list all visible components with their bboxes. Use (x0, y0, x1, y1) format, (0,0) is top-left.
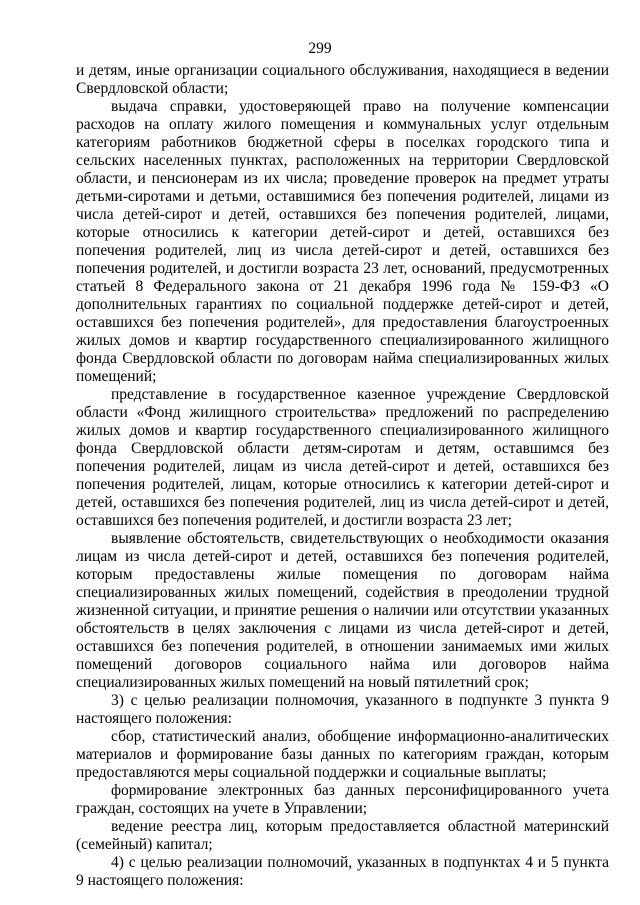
paragraph: 3) с целью реализации полномочия, указанного в подпункте 3 пункта 9 настоящего положения: (76, 692, 609, 727)
paragraph: сбор, статистический анализ, обобщение информационно-аналитических материалов и формирование базы данных по категориям граждан, которым предоставляются меры социальной поддержки и социальные выплаты; (76, 728, 609, 781)
paragraph: формирование электронных баз данных персонифицированного учета граждан, состоящих на учете в Управлении; (76, 782, 609, 817)
paragraph: представление в государственное казенное учреждение Свердловской области «Фонд жилищного строительства» предложений по распределению жилых домов и квартир государственного специализированного жилищного фонда Свердловской области детям-сиротам и детям, оставшимся без попечения родителей, лицам из числа детей-сирот и детей, оставшихся без попечения родителей, лицам, которые относились к категории детей-сирот и детей, оставшихся без попечения родителей, лиц из числа детей-сирот и детей, оставшихся без попечения родителей, и достигли возраста 23 лет; (76, 386, 609, 529)
page-number: 299 (308, 40, 332, 57)
paragraph: и детям, иные организации социального обслуживания, находящиеся в ведении Свердловской области; (76, 62, 609, 97)
paragraph: ведение реестра лиц, которым предоставляется областной материнский (семейный) капитал; (76, 818, 609, 853)
paragraph: 4) с целью реализации полномочий, указанных в подпунктах 4 и 5 пункта 9 настоящего положения: (76, 854, 609, 889)
paragraph: выявление обстоятельств, свидетельствующих о необходимости оказания лицам из числа детей-сирот и детей, оставшихся без попечения родителей, которым предоставлены жилые помещения по договорам найма специализированных жилых помещений, содействия в преодолении трудной жизненной ситуации, и принятие решения о наличии или отсутствии указанных обстоятельств в целях заключения с лицами из числа детей-сирот и детей, оставшихся без попечения родителей, в отношении занимаемых ими жилых помещений договоров социального найма или договоров найма специализированных жилых помещений на новый пятилетний срок; (76, 530, 609, 691)
document-body (76, 62, 609, 890)
paragraph: выдача справки, удостоверяющей право на получение компенсации расходов на оплату жилого помещения и коммунальных услуг отдельным категориям работников бюджетной сферы в поселках городского типа и сельских населенных пунктах, расположенных на территории Свердловской области, и пенсионерам из их числа; проведение проверок на предмет утраты детьми-сиротами и детьми, оставшимися без попечения родителей, лицами из числа детей-сирот и детей, оставшихся без попечения родителей, лицами, которые относились к категории детей-сирот и детей, оставшихся без попечения родителей, лиц из числа детей-сирот и детей, оставшихся без попечения родителей, и достигли возраста 23 лет, оснований, предусмотренных статьей 8 Федерального закона от 21 декабря 1996 года № 159-ФЗ «О дополнительных гарантиях по социальной поддержке детей-сирот и детей, оставшихся без попечения родителей», для предоставления благоустроенных жилых домов и квартир государственного специализированного жилищного фонда Свердловской области по договорам найма специализированных жилых помещений; (76, 98, 609, 385)
